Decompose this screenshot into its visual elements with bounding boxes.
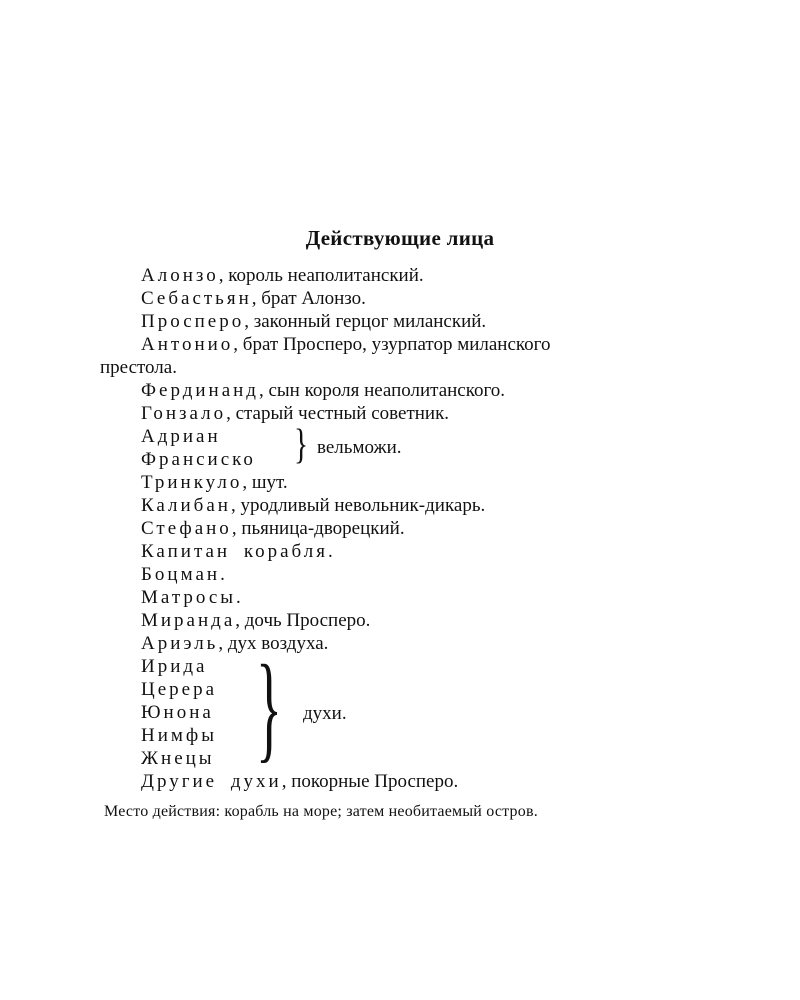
character-line xyxy=(141,610,370,632)
character-description: , покорные Просперо. xyxy=(281,771,459,792)
character-name: Другие духи xyxy=(141,771,282,792)
character-description: . xyxy=(220,564,225,585)
character-line xyxy=(141,656,208,678)
character-description: , сын короля неаполитанского. xyxy=(258,380,506,401)
character-name: Матросы xyxy=(141,587,237,608)
character-line xyxy=(141,426,221,448)
character-line xyxy=(141,265,424,287)
character-line xyxy=(141,771,458,793)
page-title: Действующие лица xyxy=(305,226,495,250)
character-name: Церера xyxy=(141,679,218,700)
character-line xyxy=(141,633,328,655)
character-line xyxy=(141,380,505,402)
character-line xyxy=(141,725,217,747)
character-description: , пьяница-дворецкий. xyxy=(231,518,405,539)
character-name: Калибан xyxy=(141,495,231,516)
character-line xyxy=(141,495,485,517)
character-description: , законный герцог миланский. xyxy=(244,311,487,332)
character-name: Жнецы xyxy=(141,748,215,769)
character-line xyxy=(141,702,214,724)
character-line xyxy=(141,541,333,563)
character-line xyxy=(141,311,486,333)
character-name: Франсиско xyxy=(141,449,256,470)
character-name: Просперо xyxy=(141,311,245,332)
character-name: Тринкуло xyxy=(141,472,243,493)
character-line xyxy=(141,679,217,701)
right-brace-icon: } xyxy=(294,422,309,468)
character-name: Ирида xyxy=(141,656,208,677)
character-name: Гонзало xyxy=(141,403,227,424)
right-brace-icon: } xyxy=(256,640,282,773)
character-line xyxy=(141,334,550,356)
character-line xyxy=(141,518,405,540)
character-description: , шут. xyxy=(242,472,288,493)
character-description: , дух воздуха. xyxy=(218,633,329,654)
character-line xyxy=(141,564,225,586)
character-name: Фердинанд xyxy=(141,380,259,401)
character-name: Юнона xyxy=(141,702,214,723)
character-description: , дочь Просперо. xyxy=(235,610,371,631)
character-description: . xyxy=(327,541,333,562)
character-name: Ариэль xyxy=(141,633,219,654)
character-line xyxy=(141,748,215,770)
character-description: , уродливый невольник-дикарь. xyxy=(230,495,486,516)
character-name: Боцман xyxy=(141,564,221,585)
character-description-continuation: престола. xyxy=(100,357,177,378)
character-name: Адриан xyxy=(141,426,221,447)
character-line xyxy=(141,288,366,310)
character-line xyxy=(141,587,241,609)
character-name: Капитан корабля xyxy=(141,541,328,562)
group-label-nobles: вельможи. xyxy=(317,437,402,458)
character-name: Стефано xyxy=(141,518,232,539)
character-name: Нимфы xyxy=(141,725,217,746)
character-line xyxy=(141,472,288,494)
character-description: , король неаполитанский. xyxy=(218,265,424,286)
group-label-spirits: духи. xyxy=(303,703,347,724)
character-name: Себастьян xyxy=(141,288,252,309)
character-description: , старый честный советник. xyxy=(226,403,450,424)
character-description: , брат Просперо, узурпатор миланского xyxy=(233,334,551,355)
setting-note: Место действия: корабль на море; затем необитаемый остров. xyxy=(104,803,538,820)
character-line xyxy=(141,449,256,471)
character-name: Алонзо xyxy=(141,265,219,286)
character-description: , брат Алонзо. xyxy=(251,288,366,309)
character-name: Миранда xyxy=(141,610,236,631)
character-description: . xyxy=(236,587,241,608)
character-name: Антонио xyxy=(141,334,234,355)
